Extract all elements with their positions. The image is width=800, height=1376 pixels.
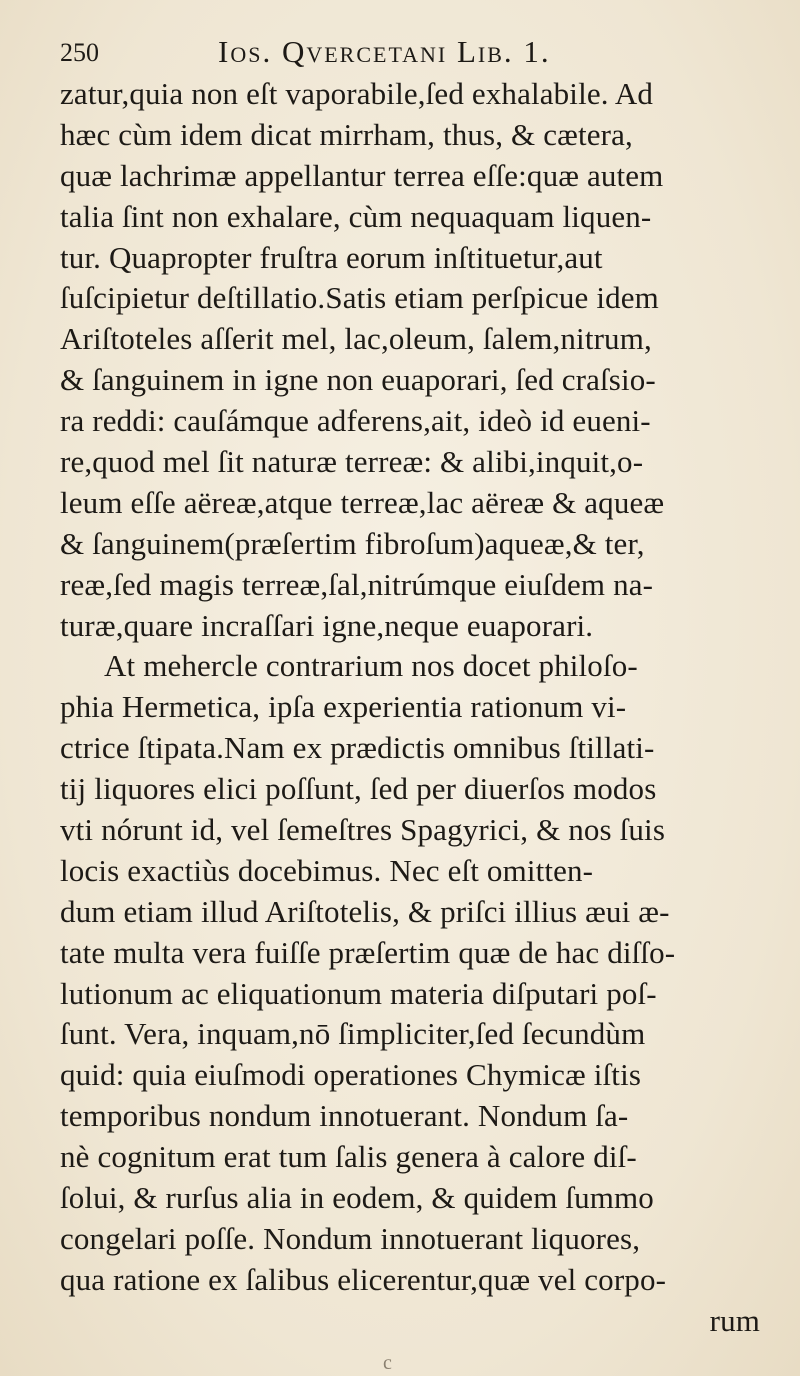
page-header xyxy=(60,28,760,76)
text-line: temporibus nondum innotuerant. Nondum ſa- xyxy=(60,1098,629,1134)
text-line: quid: quia eiuſmodi operationes Chymicæ iſtis xyxy=(60,1057,642,1093)
text-line: locis exactiùs docebimus. Nec eſt omitten- xyxy=(60,852,594,888)
page-number: 250 xyxy=(60,38,99,67)
text-line: rum xyxy=(709,1302,760,1338)
text-line: ſolui, & rurſus alia in eodem, & quidem ſummo xyxy=(60,1180,654,1216)
text-line: qua ratione ex ſalibus elicerentur,quæ vel corpo- xyxy=(60,1261,667,1297)
body-text xyxy=(60,74,790,1342)
text-line: & ſanguinem(præſertim fibroſum)aqueæ,& ter, xyxy=(60,525,645,561)
text-line: Ariſtoteles aſſerit mel, lac,oleum, ſalem,nitrum, xyxy=(60,321,652,357)
text-line: congelari poſſe. Nondum innotuerant liquores, xyxy=(60,1220,641,1256)
text-line: tur. Quapropter fruſtra eorum inſtituetur,aut xyxy=(60,239,603,275)
text-line: lutionum ac eliquationum materia diſputari poſ- xyxy=(60,975,657,1011)
text-line: reæ,ſed magis terreæ,ſal,nitrúmque eiuſdem na- xyxy=(60,566,654,602)
text-line: At mehercle contrarium nos docet philoſo- xyxy=(104,648,638,684)
text-line: phia Hermetica, ipſa experientia rationum vi- xyxy=(60,689,627,725)
text-line: vti nórunt id, vel ſemeſtres Spagyrici, & nos ſuis xyxy=(60,812,666,848)
text-line: leum eſſe aëreæ,atque terreæ,lac aëreæ & aqueæ xyxy=(60,484,665,520)
text-line: talia ſint non exhalare, cùm nequaquam liquen- xyxy=(60,198,652,234)
text-line: re,quod mel ſit naturæ terreæ: & alibi,inquit,o- xyxy=(60,444,644,480)
running-title: Ios. Qvercetani Lib. 1. xyxy=(218,34,551,69)
text-line: ſuſcipietur deſtillatio.Satis etiam perſpicue idem xyxy=(60,280,659,316)
text-line: turæ,quare incraſſari igne,neque euaporari. xyxy=(60,607,594,643)
text-line: zatur,quia non eſt vaporabile,ſed exhalabile. Ad xyxy=(60,76,654,111)
text-line: tij liquores elici poſſunt, ſed per diuerſos modos xyxy=(60,771,657,807)
text-line: tate multa vera fuiſſe præſertim quæ de hac diſſo- xyxy=(60,934,676,970)
text-line: dum etiam illud Ariſtotelis, & priſci illius æui æ- xyxy=(60,893,670,929)
footer-mark: c xyxy=(383,1352,392,1374)
text-line: & ſanguinem in igne non euaporari, ſed craſsio- xyxy=(60,362,656,398)
text-line: ſunt. Vera, inquam,nō ſimpliciter,ſed ſecundùm xyxy=(60,1016,646,1052)
text-line: quæ lachrimæ appellantur terrea eſſe:quæ autem xyxy=(60,157,664,193)
text-line: ra reddi: cauſámque adferens,ait, ideò id eueni- xyxy=(60,403,651,439)
text-line: nè cognitum erat tum ſalis genera à calore diſ- xyxy=(60,1139,637,1175)
text-line: ctrice ſtipata.Nam ex prædictis omnibus ſtillati- xyxy=(60,730,655,766)
text-line: hæc cùm idem dicat mirrham, thus, & cætera, xyxy=(60,116,633,152)
